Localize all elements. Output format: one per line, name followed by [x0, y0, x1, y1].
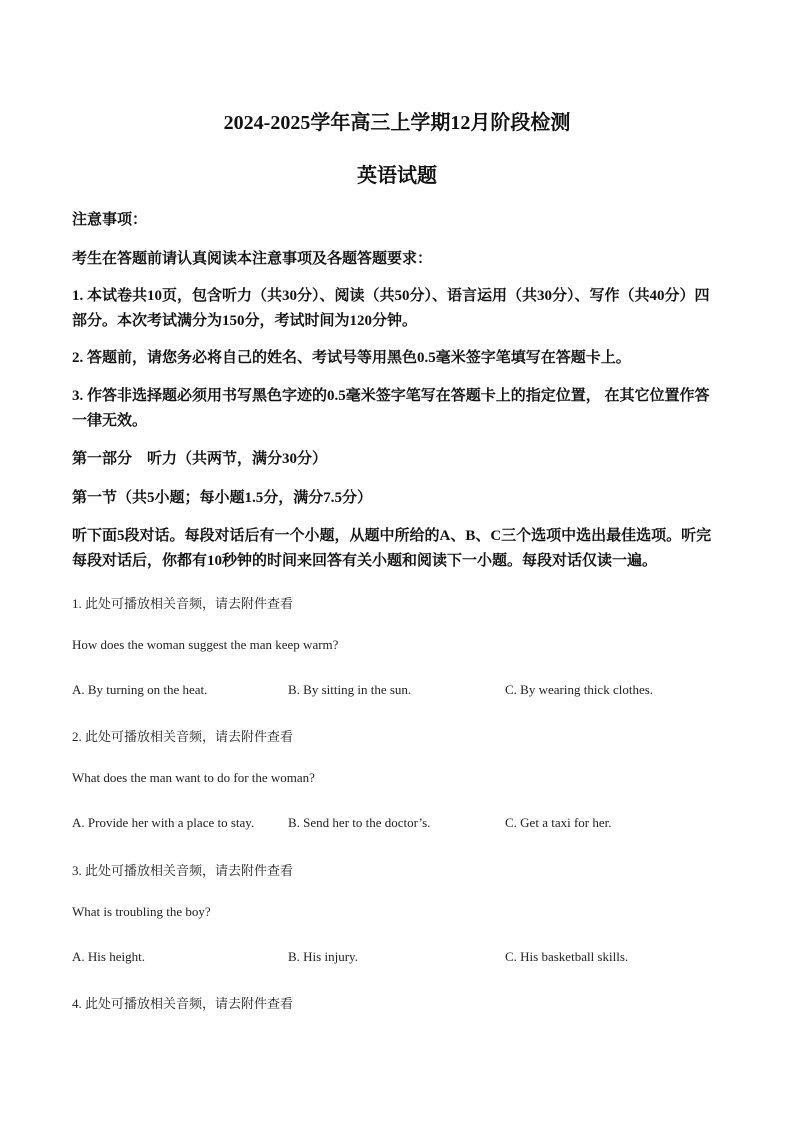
- note-item-1: 1. 本试卷共10页，包含听力（共30分）、阅读（共50分）、语言运用（共30分）、写作（共40分）四部分。本次考试满分为150分，考试时间为120分钟。: [72, 288, 710, 329]
- exam-subtitle: 英语试题: [357, 165, 437, 187]
- q3-option-c: C. His basketball skills.: [505, 949, 629, 964]
- audio-note-3: 3. 此处可播放相关音频，请去附件查看: [72, 863, 294, 878]
- q3-option-a: A. His height.: [72, 949, 145, 964]
- exam-title: 2024-2025学年高三上学期12月阶段检测: [223, 112, 571, 134]
- listening-instructions: 听下面5段对话。每段对话后有一个小题，从题中所给的A、B、C三个选项中选出最佳选项。听完每段对话后，你都有10秒钟的时间来回答有关小题和阅读下一小题。每段对话仅读一遍。: [72, 528, 712, 569]
- section1-heading: 第一节（共5小题；每小题1.5分，满分7.5分）: [72, 490, 373, 506]
- q2-option-a: A. Provide her with a place to stay.: [72, 815, 255, 830]
- audio-note-1: 1. 此处可播放相关音频，请去附件查看: [72, 596, 294, 611]
- q3-option-b: B. His injury.: [288, 949, 358, 964]
- notes-heading: 注意事项：: [72, 212, 148, 228]
- audio-note-2: 2. 此处可播放相关音频，请去附件查看: [72, 729, 294, 744]
- note-item-2: 2. 答题前，请您务必将自己的姓名、考试号等用黑色0.5毫米签字笔填写在答题卡上。: [72, 350, 631, 366]
- question-2: What does the man want to do for the woman?: [72, 770, 315, 785]
- question-1: How does the woman suggest the man keep warm?: [72, 637, 339, 652]
- notes-intro: 考生在答题前请认真阅读本注意事项及各题答题要求：: [72, 251, 433, 267]
- part1-heading: 第一部分 听力（共两节，满分30分）: [72, 451, 328, 467]
- q2-option-c: C. Get a taxi for her.: [505, 815, 612, 830]
- note-item-3: 3. 作答非选择题必须用书写黑色字迹的0.5毫米签字笔写在答题卡上的指定位置， 在其它位置作答一律无效。: [72, 388, 710, 429]
- audio-note-4: 4. 此处可播放相关音频，请去附件查看: [72, 996, 294, 1011]
- q1-option-a: A. By turning on the heat.: [72, 682, 208, 697]
- question-3: What is troubling the boy?: [72, 904, 211, 919]
- q2-option-b: B. Send her to the doctor’s.: [288, 815, 431, 830]
- q1-option-c: C. By wearing thick clothes.: [505, 682, 654, 697]
- q1-option-b: B. By sitting in the sun.: [288, 682, 412, 697]
